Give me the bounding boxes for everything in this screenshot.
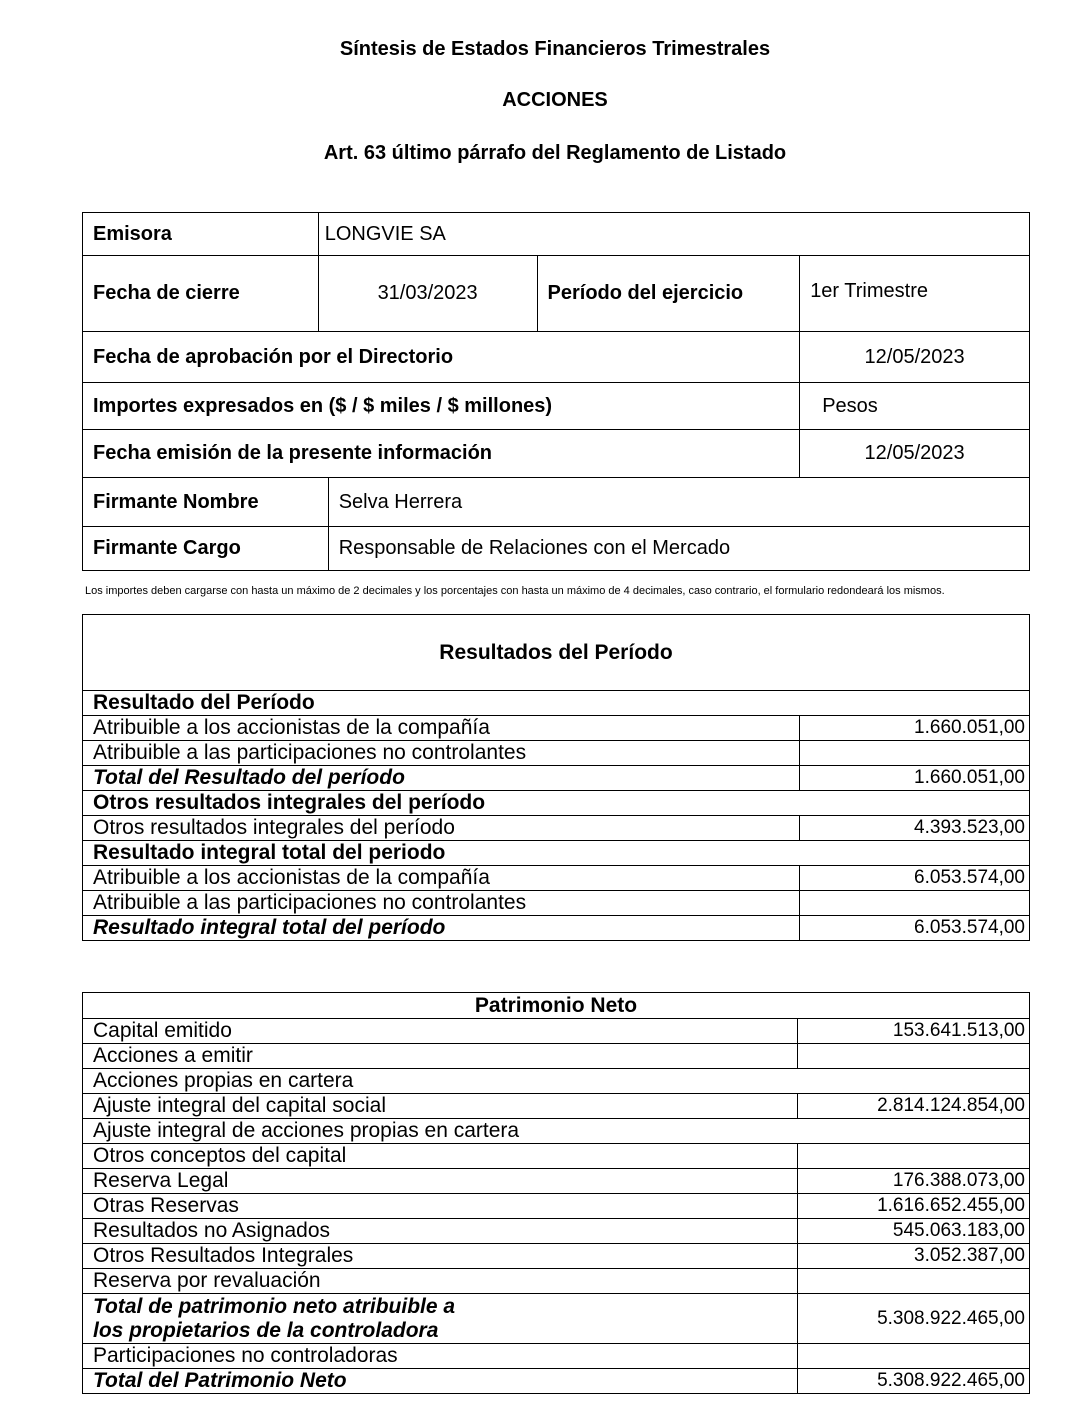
firmante-cargo-value: Responsable de Relaciones con el Mercado	[328, 527, 1029, 571]
table-row-label: Acciones propias en cartera	[83, 1069, 798, 1094]
table-row-label: Otras Reservas	[83, 1194, 798, 1219]
rounding-note: Los importes deben cargarse con hasta un máximo de 2 decimales y los porcentajes con hasta un máximo de 4 decimales, caso contrario, el formulario redondeará los mismos.	[85, 585, 945, 597]
table-row-label: Total de patrimonio neto atribuible a los propietarios de la controladora	[83, 1294, 798, 1344]
table-row-label: Atribuible a las participaciones no controlantes	[83, 891, 800, 916]
fecha-cierre-value: 31/03/2023	[318, 256, 537, 332]
table-row-label: Otros resultados integrales del período	[83, 816, 800, 841]
table-row-value	[800, 891, 1030, 916]
table-row-label: Atribuible a los accionistas de la compañía	[83, 866, 800, 891]
table-row-value	[800, 741, 1030, 766]
periodo-label: Período del ejercicio	[537, 256, 800, 332]
document-article: Art. 63 último párrafo del Reglamento de Listado	[323, 142, 787, 164]
firmante-cargo-label: Firmante Cargo	[83, 527, 329, 571]
table-row-label: Reserva Legal	[83, 1169, 798, 1194]
fecha-aprobacion-value: 12/05/2023	[800, 332, 1030, 383]
table-row-value: 545.063.183,00	[798, 1219, 1030, 1244]
fecha-emision-value: 12/05/2023	[800, 430, 1030, 478]
patrimonio-title: Patrimonio Neto	[83, 993, 1030, 1019]
table-row-value: 176.388.073,00	[798, 1169, 1030, 1194]
emisora-label: Emisora	[83, 213, 319, 256]
table-row-value	[798, 1144, 1030, 1169]
table-row-value: 5.308.922.465,00	[798, 1294, 1030, 1344]
table-row-label: Total del Resultado del período	[83, 766, 800, 791]
document-subtitle: ACCIONES	[502, 89, 608, 111]
firmante-nombre-value: Selva Herrera	[328, 478, 1029, 527]
patrimonio-table	[82, 992, 1030, 1394]
document-title: Síntesis de Estados Financieros Trimestrales	[339, 38, 771, 60]
table-row-label: Otros Resultados Integrales	[83, 1244, 798, 1269]
fecha-emision-label: Fecha emisión de la presente información	[83, 430, 800, 478]
table-row-label: Acciones a emitir	[83, 1044, 798, 1069]
table-row-value: 1.660.051,00	[800, 766, 1030, 791]
table-row-label: Resultados no Asignados	[83, 1219, 798, 1244]
table-row-label: Reserva por revaluación	[83, 1269, 798, 1294]
table-row-label: Capital emitido	[83, 1019, 798, 1044]
table-row-label: Ajuste integral de acciones propias en cartera	[83, 1119, 798, 1144]
table-row-value: 153.641.513,00	[798, 1019, 1030, 1044]
table-row-value: 1.660.051,00	[800, 716, 1030, 741]
fecha-aprobacion-label: Fecha de aprobación por el Directorio	[83, 332, 800, 383]
table-row-label: Participaciones no controladoras	[83, 1344, 798, 1369]
table-row-value: 2.814.124.854,00	[798, 1094, 1030, 1119]
table-row-value: 3.052.387,00	[798, 1244, 1030, 1269]
table-row-label: Resultado integral total del período	[83, 916, 800, 941]
table-row-label: Resultado del Período	[83, 691, 1030, 716]
table-row-value: 6.053.574,00	[800, 916, 1030, 941]
table-row-label: Resultado integral total del periodo	[83, 841, 1030, 866]
table-row-value: 6.053.574,00	[800, 866, 1030, 891]
info-table	[82, 212, 1030, 571]
table-row-label: Total del Patrimonio Neto	[83, 1369, 798, 1394]
periodo-value: 1er Trimestre	[800, 256, 1030, 332]
table-row-value	[798, 1119, 1030, 1144]
table-row-value	[798, 1069, 1030, 1094]
table-row-label: Ajuste integral del capital social	[83, 1094, 798, 1119]
table-row-label: Atribuible a los accionistas de la compañía	[83, 716, 800, 741]
table-row-value: 5.308.922.465,00	[798, 1369, 1030, 1394]
resultados-table	[82, 614, 1030, 941]
importes-label: Importes expresados en ($ / $ miles / $ millones)	[83, 383, 800, 430]
table-row-label: Atribuible a las participaciones no controlantes	[83, 741, 800, 766]
table-row-value	[798, 1344, 1030, 1369]
fecha-cierre-label: Fecha de cierre	[83, 256, 319, 332]
table-row-value: 4.393.523,00	[800, 816, 1030, 841]
table-row-value	[798, 1044, 1030, 1069]
table-row-label: Otros resultados integrales del período	[83, 791, 1030, 816]
table-row-value	[798, 1269, 1030, 1294]
resultados-title: Resultados del Período	[83, 615, 1030, 691]
firmante-nombre-label: Firmante Nombre	[83, 478, 329, 527]
importes-value: Pesos	[800, 383, 1030, 430]
emisora-value: LONGVIE SA	[318, 213, 1029, 256]
table-row-label: Otros conceptos del capital	[83, 1144, 798, 1169]
table-row-value: 1.616.652.455,00	[798, 1194, 1030, 1219]
